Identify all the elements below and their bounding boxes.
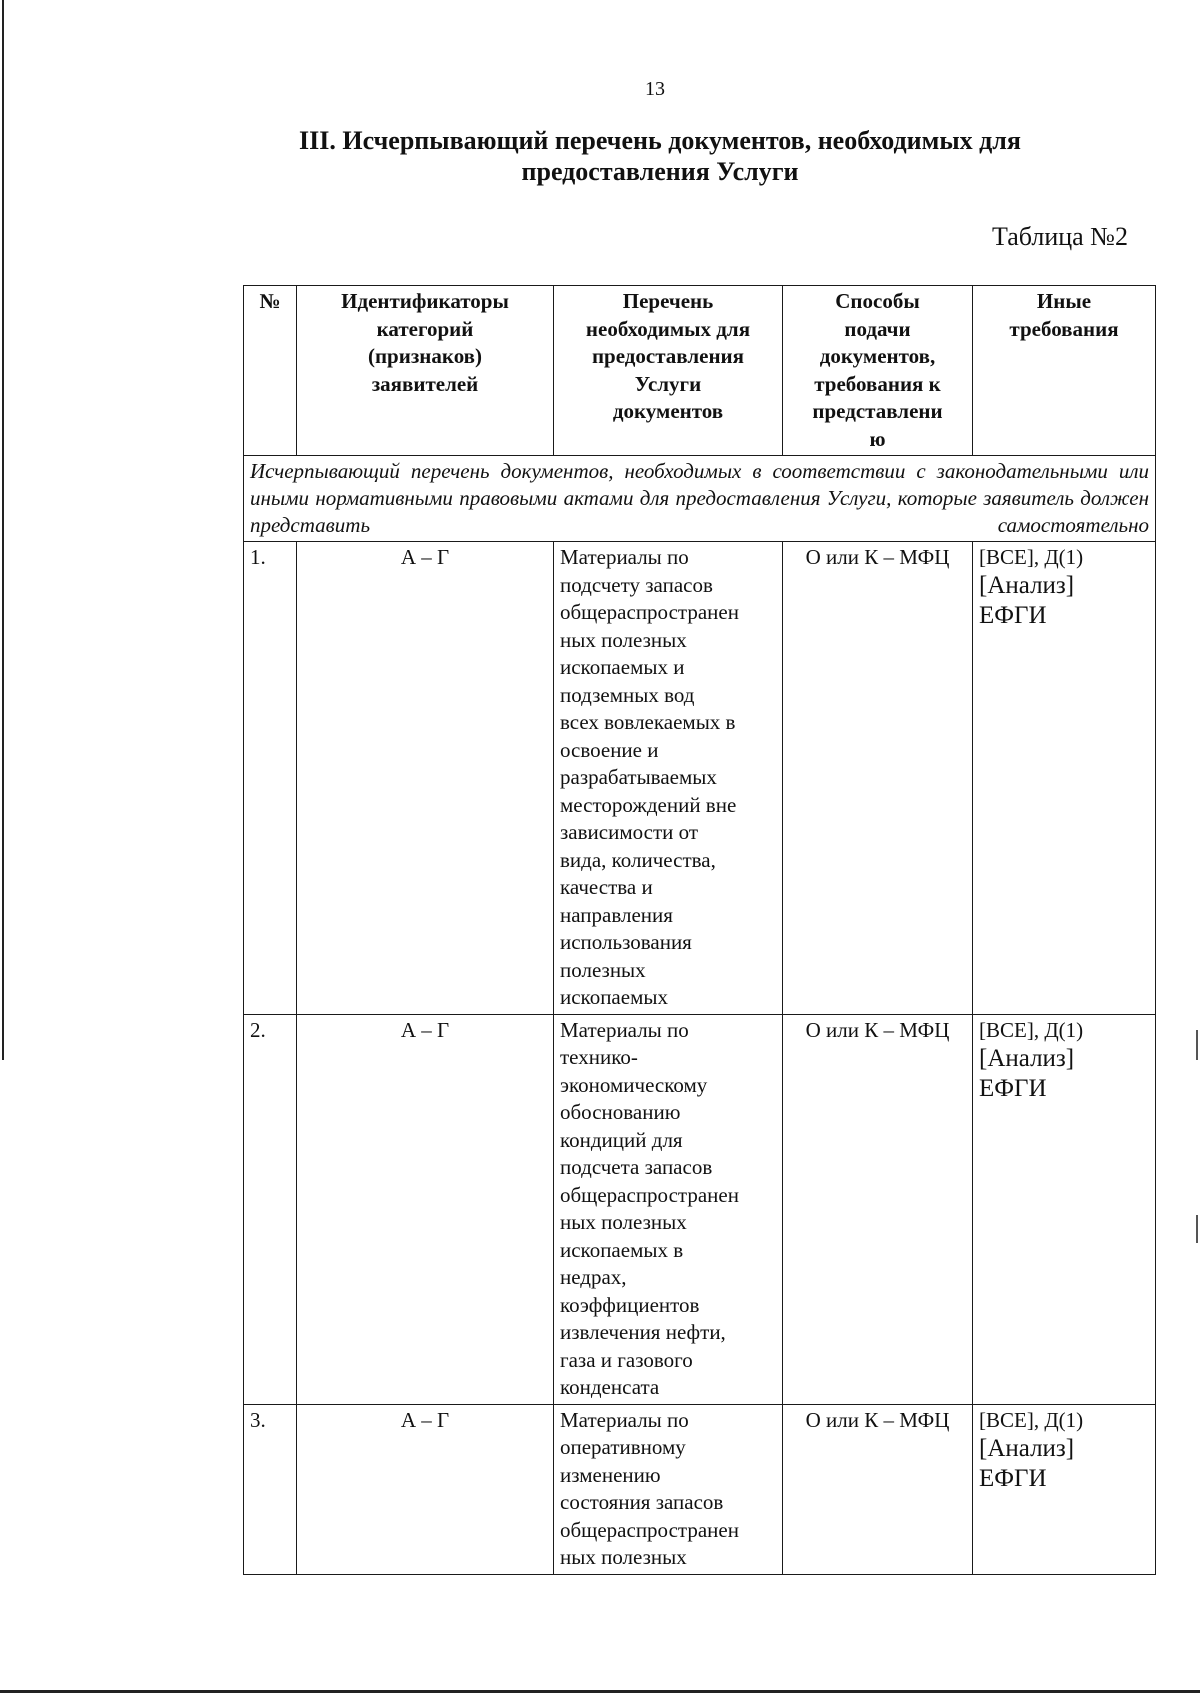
page-title: III. Исчерпывающий перечень документов, необходимых для предоставления Услуги (299, 126, 1021, 186)
row-requirements (973, 542, 1156, 1015)
requirements-analysis: [Анализ] (979, 1044, 1075, 1072)
header-other-requirements: Иные требования (973, 286, 1156, 456)
header-number: № (244, 286, 297, 456)
scan-edge-mark (1196, 1215, 1198, 1243)
row-category: А – Г (297, 1404, 554, 1574)
requirements-main: [ВСЕ], Д(1) (979, 545, 1084, 569)
table-row (244, 1014, 1156, 1404)
documents-table (243, 285, 1156, 1575)
row-number: 3. (244, 1404, 297, 1574)
header-documents-list: Перечень необходимых для предоставления Услуги документов (554, 286, 783, 456)
page-number: 13 (645, 78, 665, 100)
table-row (244, 542, 1156, 1015)
section-heading-row (244, 456, 1156, 542)
row-requirements (973, 1014, 1156, 1404)
section-heading-text: Исчерпывающий перечень документов, необходимых в соответствии с законодательными или иными нормативными правовыми актами для предоставления Услуги, которые заявитель должен представить самостоятельно (244, 456, 1156, 542)
scan-edge-bottom (0, 1690, 1200, 1693)
row-category: А – Г (297, 1014, 554, 1404)
row-method: О или К – МФЦ (783, 542, 973, 1015)
header-submission-methods: Способы подачи документов, требования к представлени ю (783, 286, 973, 456)
table-header-row (244, 286, 1156, 456)
requirements-efgi: ЕФГИ (979, 1464, 1047, 1492)
row-documents: Материалы по технико- экономическому обоснованию кондиций для подсчета запасов общераспространен ных полезных ископаемых в недрах, коэффициентов извлечения нефти, газа и газового конденсата (554, 1014, 783, 1404)
requirements-efgi: ЕФГИ (979, 1074, 1047, 1102)
header-applicant-categories: Идентификаторы категорий (признаков) заявителей (297, 286, 554, 456)
scan-edge-left (2, 0, 4, 1060)
row-documents: Материалы по подсчету запасов общераспространен ных полезных ископаемых и подземных вод всех вовлекаемых в освоение и разрабатываемых месторождений вне зависимости от вида, количества, качества и направления использования полезных ископаемых (554, 542, 783, 1015)
table-row (244, 1404, 1156, 1574)
row-category: А – Г (297, 542, 554, 1015)
table-label: Таблица №2 (991, 222, 1128, 251)
requirements-efgi: ЕФГИ (979, 602, 1047, 629)
row-number: 2. (244, 1014, 297, 1404)
requirements-main: [ВСЕ], Д(1) (979, 1407, 1084, 1432)
requirements-analysis: [Анализ] (979, 572, 1075, 599)
requirements-analysis: [Анализ] (979, 1434, 1075, 1462)
requirements-main: [ВСЕ], Д(1) (979, 1017, 1084, 1042)
scan-edge-mark (1196, 1030, 1198, 1060)
row-method: О или К – МФЦ (783, 1404, 973, 1574)
row-method: О или К – МФЦ (783, 1014, 973, 1404)
row-requirements (973, 1404, 1156, 1574)
row-documents: Материалы по оперативному изменению состояния запасов общераспространен ных полезных (554, 1404, 783, 1574)
row-number: 1. (244, 542, 297, 1015)
